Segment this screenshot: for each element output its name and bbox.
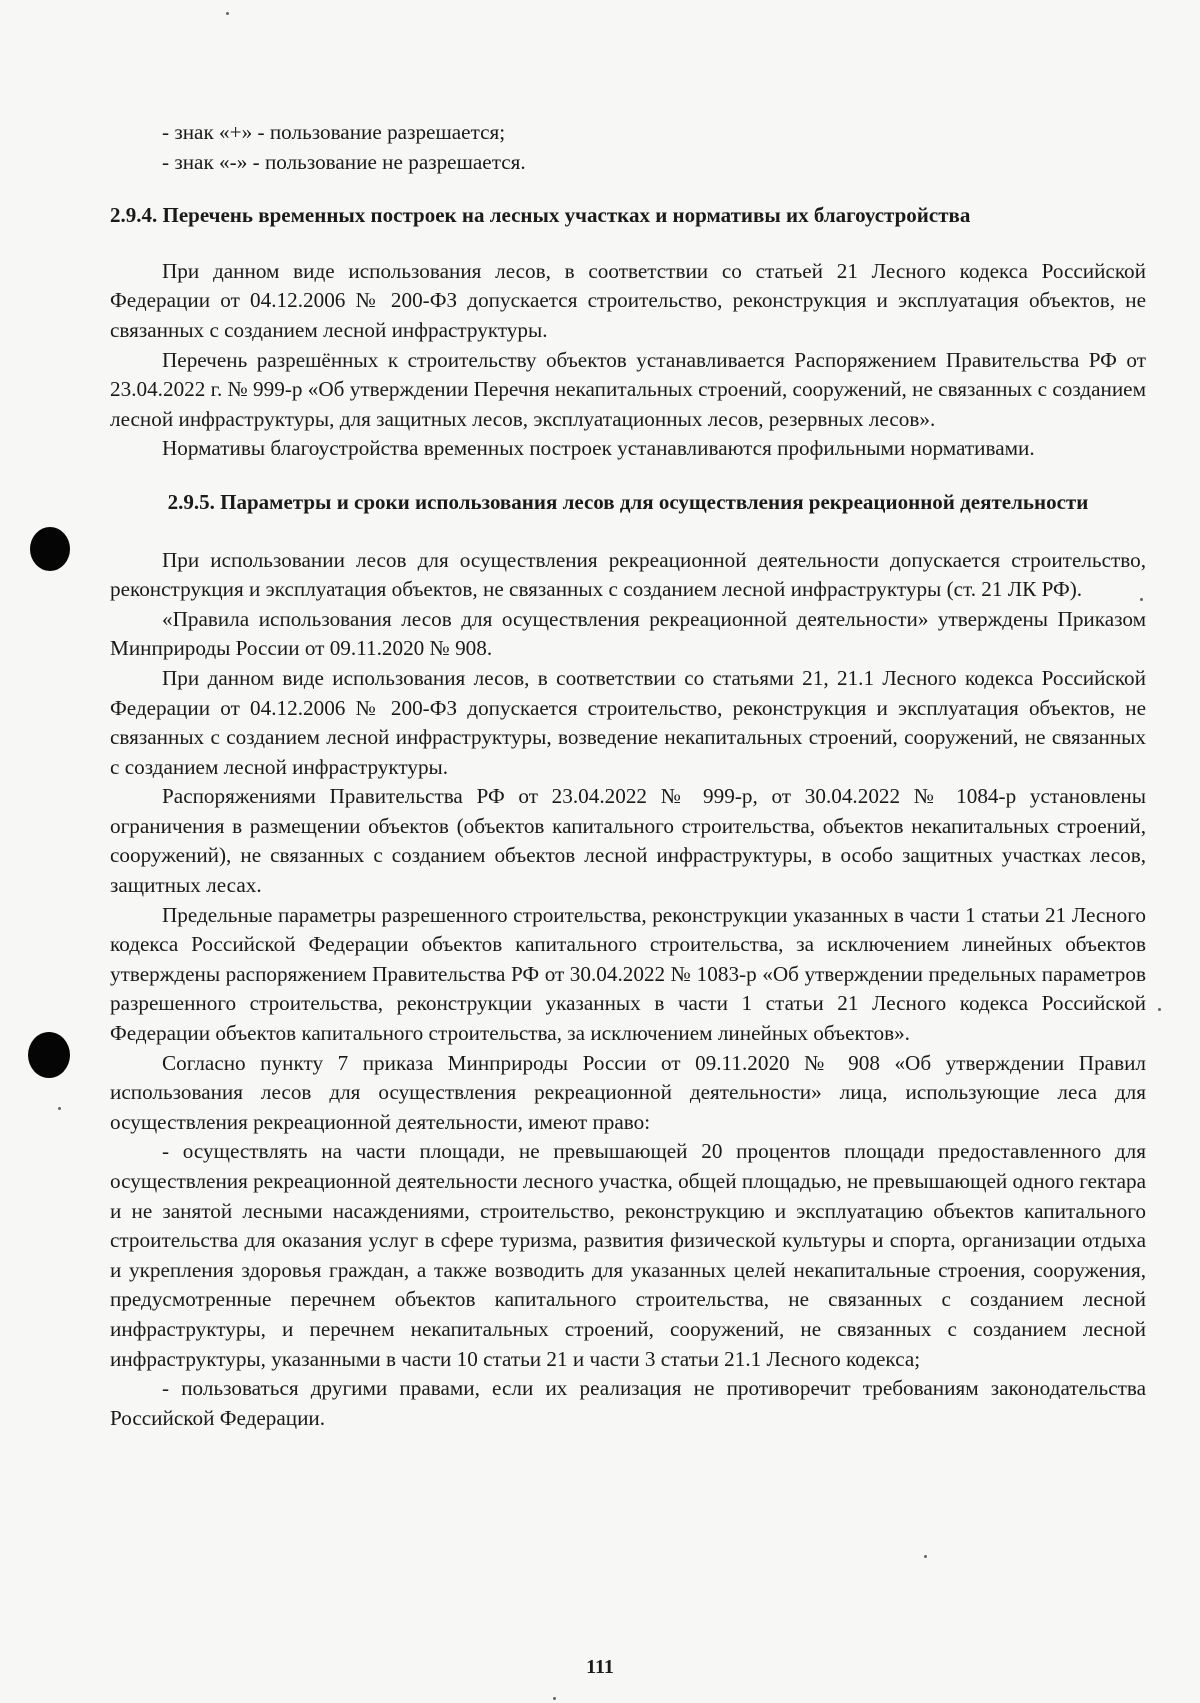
paragraph: - пользоваться другими правами, если их реализация не противоречит требованиям законодательства Российской Федерации. [110, 1376, 1146, 1430]
document-page [110, 118, 1146, 1433]
scan-speck [58, 1107, 61, 1110]
paragraph: Предельные параметры разрешенного строительства, реконструкции указанных в части 1 статьи 21 Лесного кодекса Российской Федерации объектов капитального строительства, за исключением линейных объектов утверждены распоряжением Правительства РФ от 30.04.2022 № 1083-р «Об утверждении предельных параметров разрешенного строительства, реконструкции указанных в части 1 статьи 21 Лесного кодекса Российской Федерации объектов капитального строительства, за исключением линейных объектов». [110, 902, 1146, 1046]
paragraph: - осуществлять на части площади, не превышающей 20 процентов площади предоставленного для осуществления рекреационной деятельности лесного участка, общей площадью, не превышающей одного гектара и не занятой лесными насаждениями, строительство, реконструкцию и эксплуатацию объектов капитального строительства для оказания услуг в сфере туризма, развития физической культуры и спорта, организации отдыха и укрепления здоровья граждан, а также возводить для указанных целей некапитальные строения, сооружения, предусмотренные перечнем объектов капитального строительства, не связанных с созданием лесной инфраструктуры, и перечнем некапитальных строений, сооружений, не связанных с созданием лесной инфраструктуры, указанными в части 10 статьи 21 и части 3 статьи 21.1 Лесного кодекса; [110, 1139, 1146, 1371]
punch-hole-bottom [28, 1032, 70, 1078]
punch-hole-top [30, 527, 70, 571]
paragraph: Перечень разрешённых к строительству объектов устанавливается Распоряжением Правительства РФ от 23.04.2022 г. № 999-р «Об утверждении Перечня некапитальных строений, сооружений, не связанных с созданием лесной инфраструктуры, для защитных лесов, эксплуатационных лесов, резервных лесов». [110, 347, 1146, 431]
paragraph: Согласно пункту 7 приказа Минприроды России от 09.11.2020 № 908 «Об утверждении Правил использования лесов для осуществления рекреационной деятельности» лица, использующие леса для осуществления рекреационной деятельности, имеют право: [110, 1050, 1146, 1134]
paragraph: Распоряжениями Правительства РФ от 23.04.2022 № 999-р, от 30.04.2022 № 1084-р установлены ограничения в размещении объектов (объектов капитального строительства, объектов некапитальных строений, сооружений), не связанных с созданием объектов лесной инфраструктуры, в особо защитных участках лесов, защитных лесах. [110, 784, 1146, 898]
list-item-minus: - знак «-» - пользование не разрешается. [162, 149, 526, 174]
page-number: 111 [586, 1656, 614, 1678]
paragraph: При данном виде использования лесов, в соответствии со статьей 21 Лесного кодекса Российской Федерации от 04.12.2006 № 200-ФЗ допускается строительство, реконструкция и эксплуатация объектов, не связанных с созданием лесной инфраструктуры. [110, 258, 1146, 342]
scan-speck [553, 1697, 556, 1700]
paragraph: При использовании лесов для осуществления рекреационной деятельности допускается строительство, реконструкция и эксплуатация объектов, не связанных с созданием лесной инфраструктуры (ст. 21 ЛК РФ). [110, 547, 1146, 602]
section-2-9-5-heading: 2.9.5. Параметры и сроки использования лесов для осуществления рекреационной деятельности [167, 489, 1089, 514]
paragraph: Нормативы благоустройства временных построек устанавливаются профильными нормативами. [162, 436, 1035, 461]
section-2-9-4-heading: 2.9.4. Перечень временных построек на лесных участках и нормативы их благоустройства [110, 203, 971, 228]
list-item-plus: - знак «+» - пользование разрешается; [162, 120, 506, 144]
paragraph: При данном виде использования лесов, в соответствии со статьями 21, 21.1 Лесного кодекса Российской Федерации от 04.12.2006 № 200-ФЗ допускается строительство, реконструкция и эксплуатация объектов, не связанных с созданием лесной инфраструктуры, возведение некапитальных строений, сооружений, не связанных с созданием лесной инфраструктуры. [110, 665, 1146, 779]
scan-speck [226, 12, 229, 15]
paragraph: «Правила использования лесов для осуществления рекреационной деятельности» утверждены Приказом Минприроды России от 09.11.2020 № 908. [110, 606, 1146, 661]
scan-speck [1158, 1008, 1161, 1011]
scan-speck [924, 1555, 927, 1558]
